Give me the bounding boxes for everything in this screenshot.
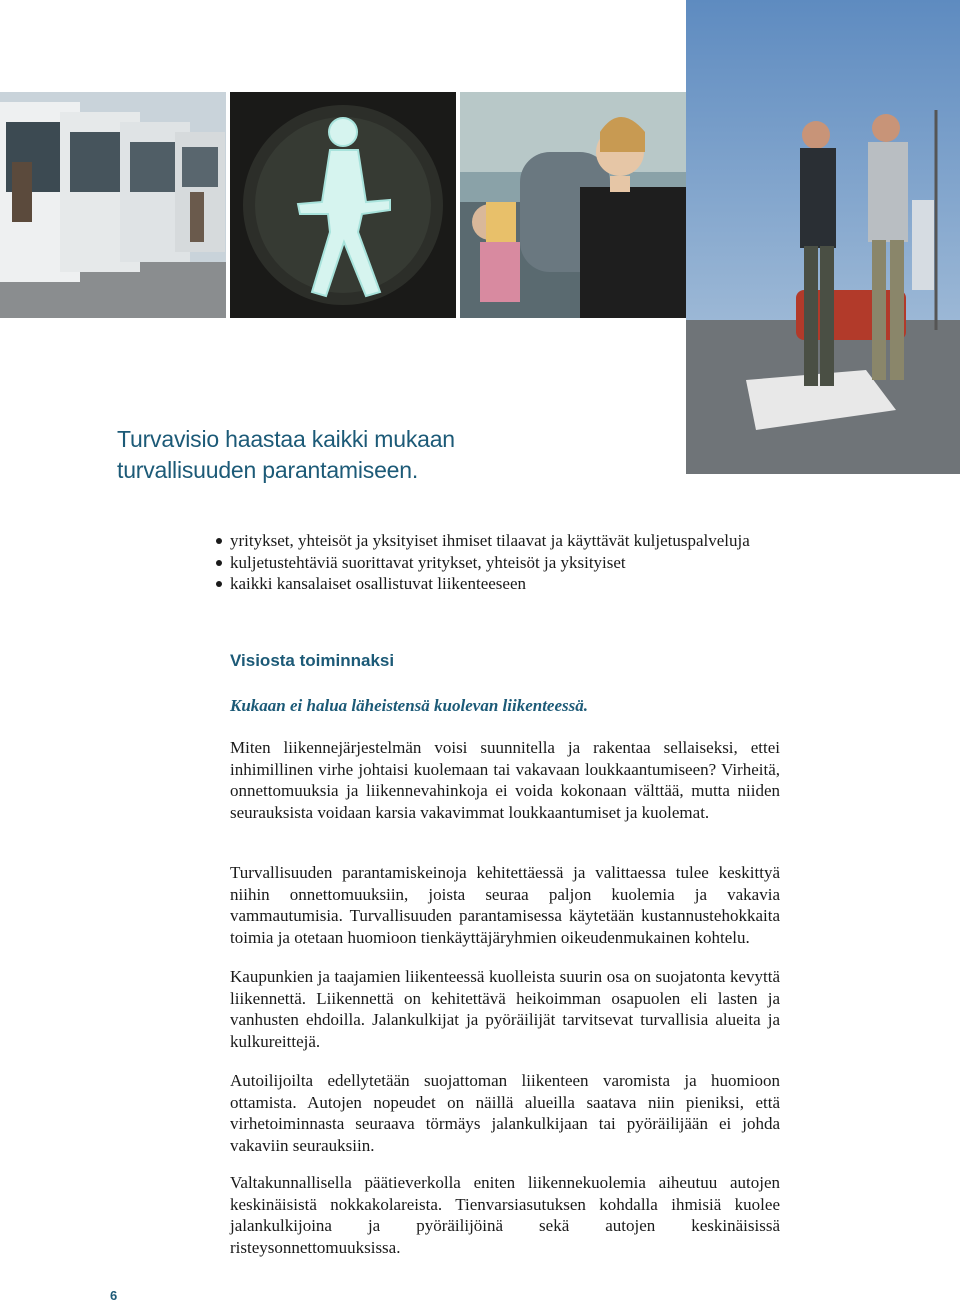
body-paragraph: Turvallisuuden parantamiskeinoja kehitettäessä ja valittaessa tulee keskittyä niihin onnettomuuksiin, joista seuraa paljon kuolemia ja vakavia vammautumisia. Turvallisuuden parantamisessa käytetään kustannustehokkaita toimia ja otetaan huomioon tienkäyttäjäryhmien oikeudenmukainen kohtelu. [230, 863, 780, 947]
pedestrian-signal-photo [230, 92, 456, 318]
bus-station-photo [0, 92, 226, 318]
bullet-item: kuljetustehtäviä suorittavat yritykset, yhteisöt ja yksityiset [216, 552, 776, 574]
section-lead: Kukaan ei halua läheistensä kuolevan liikenteessä. [230, 696, 588, 715]
body-paragraph: Kaupunkien ja taajamien liikenteessä kuolleista suurin osa on suojatonta kevyttä liikennettä. Liikennettä on kehitettävä heikoimman osapuolen eli lasten ja vanhusten ehdoilla. Jalankulkijat ja pyöräilijät tarvitsevat turvallisia alueita ja kulkureittejä. [230, 967, 780, 1051]
bullet-item: kaikki kansalaiset osallistuvat liikenteeseen [216, 573, 776, 595]
page-number: 6 [110, 1288, 118, 1303]
body-paragraph: Autoilijoilta edellytetään suojattoman liikenteen varomista ja huomioon ottamista. Autojen nopeudet on näillä alueilla saatava niin pieniksi, että virhetoiminnasta seuraava törmäys jalankulkijaan tai pyöräilijään ei johda vakaviin seurauksiin. [230, 1071, 780, 1155]
stakeholder-bullet-list [216, 530, 776, 595]
headline-line-1: Turvavisio haastaa kaikki mukaan [117, 426, 455, 452]
body-paragraph: Valtakunnallisella päätieverkolla eniten liikennekuolemia aiheutuu autojen keskinäisistä nokkakolareista. Tienvarsiasutuksen kohdalla ihmisiä kuolee jalankulkijoina ja pyöräilijöinä sekä autojen keskinäisissä risteysonnettomuuksissa. [230, 1173, 780, 1257]
page-headline [117, 424, 637, 486]
pedestrians-crossing-photo [686, 0, 960, 474]
headline-line-2: turvallisuuden parantamiseen. [117, 457, 419, 483]
section-title: Visiosta toiminnaksi [230, 651, 395, 670]
bullet-item: yritykset, yhteisöt ja yksityiset ihmiset tilaavat ja käyttävät kuljetuspalveluja [216, 530, 776, 552]
family-in-car-photo [460, 92, 686, 318]
body-paragraph: Miten liikennejärjestelmän voisi suunnitella ja rakentaa sellaiseksi, ettei inhimillinen virhe johtaisi kuolemaan tai vakavaan loukkaantumiseen? Virheitä, onnettomuuksia ja liikennevahinkoja ei voida kokonaan välttää, mutta niiden seurauksista voidaan karsia vakavimmat loukkaantumiset ja kuolemat. [230, 738, 780, 822]
